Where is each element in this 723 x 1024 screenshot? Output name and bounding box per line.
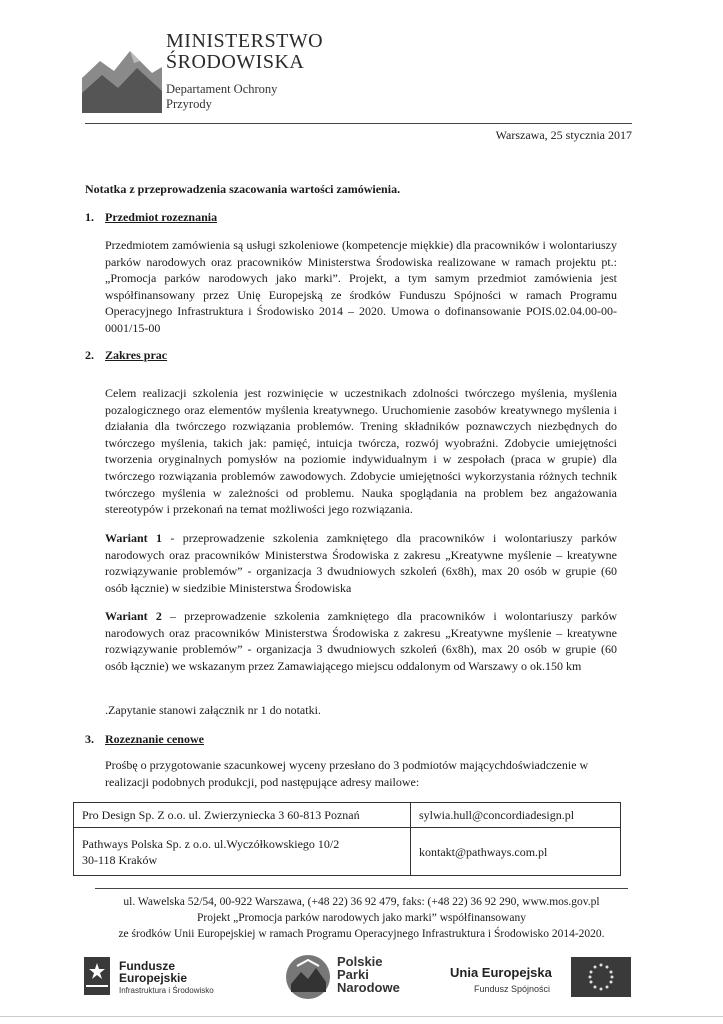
attachment-note: .Zapytanie stanowi załącznik nr 1 do notatki. [105, 703, 321, 717]
email-cell [411, 803, 621, 828]
footer-divider [95, 888, 628, 889]
section2-text: Celem realizacji szkolenia jest rozwinięcie w uczestnikach zdolności twórczego myślenia, myślenia pozalogicznego oraz elementów myślenia kreatywnego. Uruchomienie zasobów kreatywnego myślenia i działania dla twórczego rozwiązania problemów. Trening składników poznawczych niezbędnych do twórczego myślenia, takich jak: pamięć, intuicja twórcza, rozwój wyobraźni. Zdobycie umiejętności tworzenia oryginalnych pomysłów na poziomie indywidualnym i w zespołach (praca w grupie) dla twórczego rozwiązania problemów zawodowych. Zdobycie umiejętności wykorzystania różnych technik twórczego myślenia w zależności od problemu. Nauka spoglądania na problem bez angażowania stereotypów i przekonań na temat możliwości jego rozwiązania. [105, 386, 617, 517]
section3-heading: Rozeznanie cenowe [105, 732, 204, 746]
ppn-line3: Narodowe [337, 980, 400, 995]
footer-funding: ze środków Unii Europejskiej w ramach Programu Operacyjnego Infrastruktura i Środowisko 2014-2020. [118, 928, 605, 940]
section3-text: Prośbę o przygotowanie szacunkowej wyceny przesłano do 3 podmiotów mającychdoświadczenie w realizacji podobnych produkcji, pod następujące adresy mailowe: [105, 758, 589, 789]
page-bottom-edge [0, 1016, 723, 1017]
ppn-line1: Polskie [337, 954, 383, 969]
section1-text: Przedmiotem zamówienia są usługi szkoleniowe (kompetencje miękkie) dla pracowników i wolontariuszy parków narodowych oraz pracowników Ministerstwa Środowiska realizowane w ramach projektu pt.: „Promocja parków narodowych jako marki”. Projekt, a tym samym przedmiot zamówienia jest współfinansowany przez Unię Europejską ze środków Funduszu Spójności w ramach Programu Operacyjnego Infrastruktura i Środowisko 2014 – 2020. Umowa o dofinansowanie POIS.02.04.00-00-0001/15-00 [105, 238, 617, 335]
table-row [74, 803, 621, 828]
fe-title-line2: Europejskie [119, 971, 188, 985]
variant2-paragraph [105, 608, 617, 674]
ministry-name [166, 31, 323, 73]
dept-line1: Departament Ochrony [166, 82, 278, 96]
company-city: 30-118 Kraków [82, 852, 158, 867]
company-cell [74, 828, 411, 876]
ppn-line2: Parki [337, 967, 369, 982]
variant1-text: - przeprowadzenie szkolenia zamkniętego dla pracowników i wolontariuszy parków narodowych oraz pracowników Ministerstwa Środowiska z zakresu „Kreatywne myślenie – kreatywne rozwiązywanie problemów” - organizacja 3 dwudniowych szkoleń (6x8h), max 20 osób w grupie (60 osób łącznie) w siedzibie Ministerstwa Środowiska [105, 531, 617, 595]
section1-heading: Przedmiot rozeznania [105, 210, 218, 224]
company-name: Pro Design Sp. Z o.o. ul. Zwierzyniecka 3 60-813 Poznań [82, 808, 360, 822]
ppn-logo-text [337, 955, 400, 994]
email-address: kontakt@pathways.com.pl [419, 844, 548, 859]
company-cell [74, 803, 411, 828]
dept-line2: Przyrody [166, 97, 212, 111]
variant2-text: – przeprowadzenie szkolenia zamkniętego dla pracowników i wolontariuszy parków narodowych oraz pracowników Ministerstwa Środowiska z zakresu „Kreatywne myślenie – kreatywne rozwiązywanie problemów” - organizacja 3 dwudniowych szkoleń (6x8h), max 20 osób w grupie (60 osób łącznie) we wskazanym przez Zamawiającego miejscu oddalonym od Warszawy o ok.150 km [105, 609, 618, 673]
contacts-table [73, 802, 621, 876]
ministry-line1: MINISTERSTWO [166, 30, 324, 52]
email-cell [411, 828, 621, 876]
fe-logo-subtitle: Infrastruktura i Środowisko [119, 986, 214, 995]
eu-flag-icon [571, 957, 631, 997]
ministry-logo-icon [82, 33, 162, 113]
polskie-parki-logo-icon [283, 952, 333, 1002]
document-title: Notatka z przeprowadzenia szacowania wartości zamówienia. [85, 182, 401, 196]
ue-logo-subtitle: Fundusz Spójności [474, 984, 551, 994]
email-address: sylwia.hull@concordiadesign.pl [419, 808, 575, 822]
section2-number: 2. [85, 348, 94, 362]
ue-logo-title: Unia Europejska [450, 965, 552, 980]
footer-address: ul. Wawelska 52/54, 00-922 Warszawa, (+48 22) 36 92 479, faks: (+48 22) 36 92 290, www.mos.gov.pl [123, 896, 600, 908]
section1-number: 1. [85, 210, 94, 224]
document-date: Warszawa, 25 stycznia 2017 [495, 128, 632, 142]
fe-logo-title [119, 960, 187, 984]
ministry-line2: ŚRODOWISKA [166, 51, 305, 73]
variant2-label: Wariant 2 [105, 609, 162, 623]
table-row [74, 828, 621, 876]
header-divider [85, 123, 632, 124]
department-name [166, 82, 277, 112]
company-name: Pathways Polska Sp. z o.o. ul.Wyczółkowskiego 10/2 [82, 836, 340, 851]
variant1-paragraph [105, 530, 617, 596]
section3-number: 3. [85, 732, 94, 746]
fundusze-europejskie-logo-icon [82, 955, 112, 997]
variant1-label: Wariant 1 [105, 531, 163, 545]
footer-project: Projekt „Promocja parków narodowych jako marki” współfinansowany [197, 912, 526, 924]
fe-title-line1: Fundusze [119, 959, 175, 973]
section2-heading: Zakres prac [105, 348, 168, 362]
